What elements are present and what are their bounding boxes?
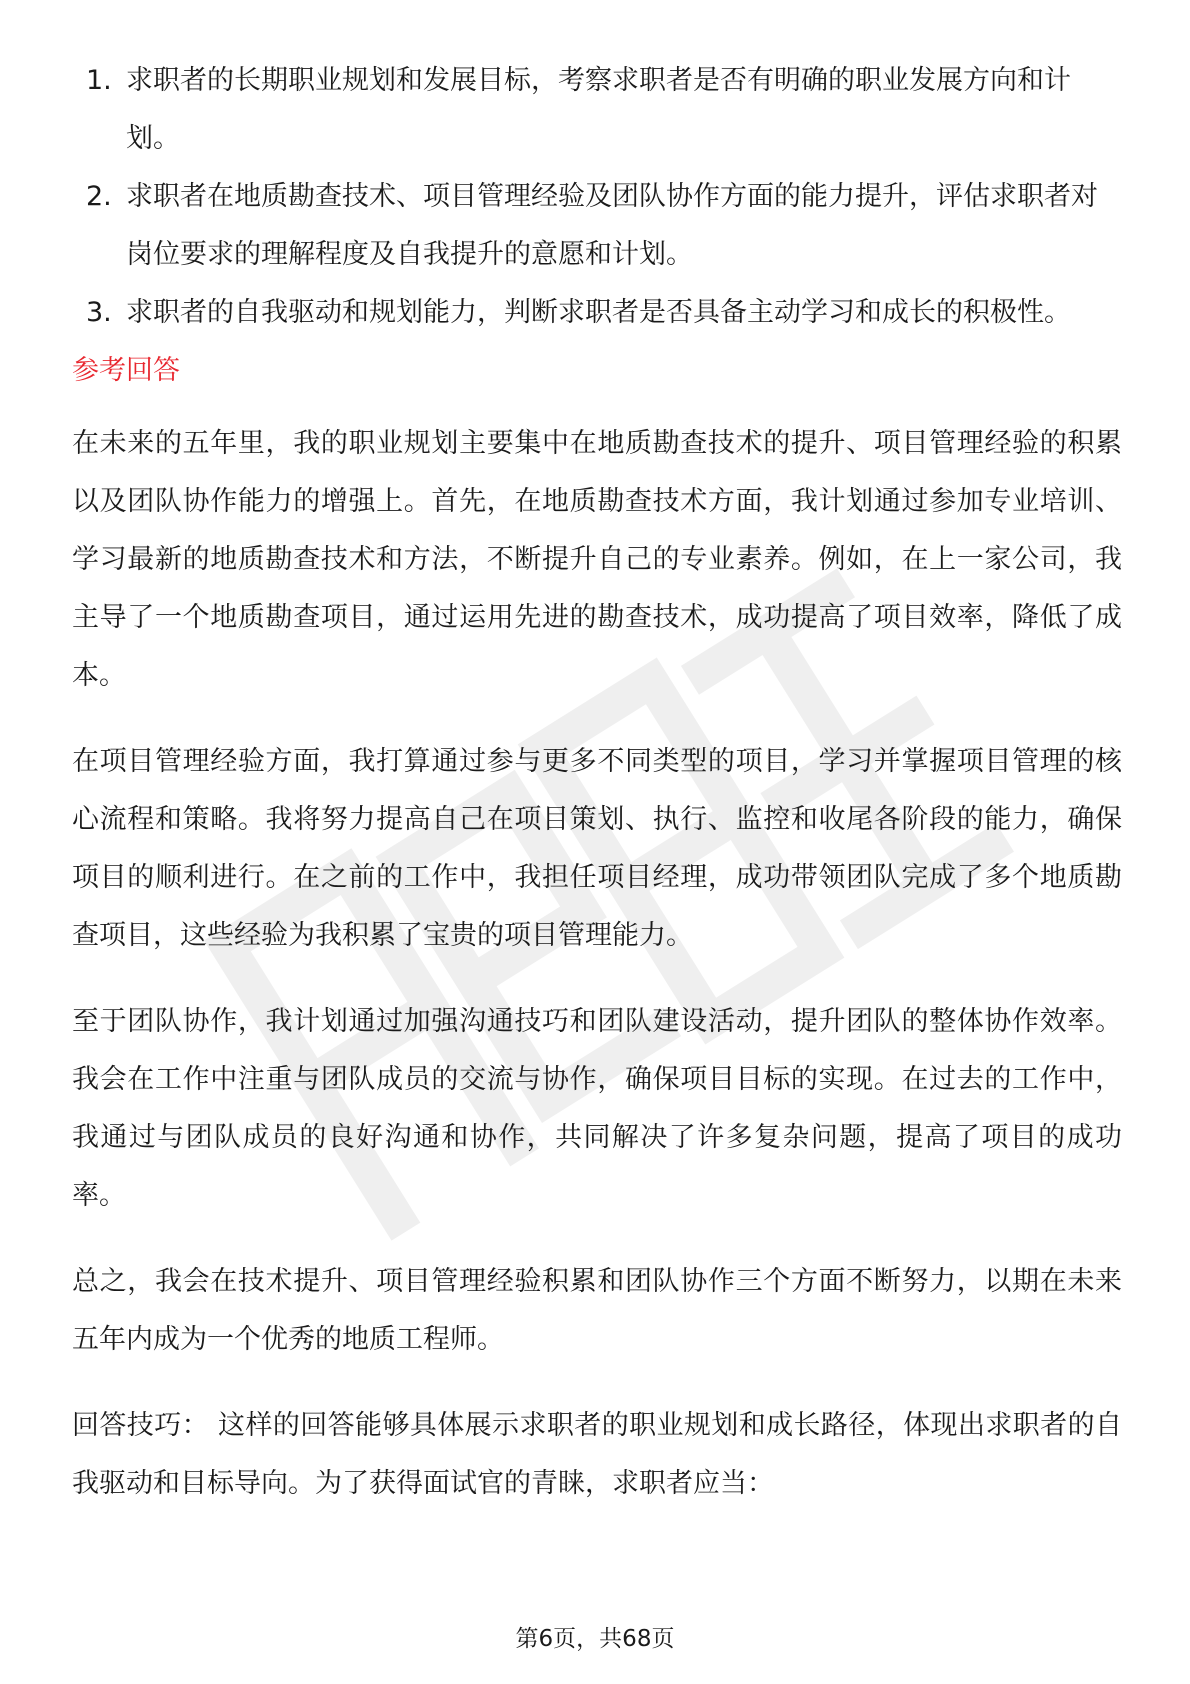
answer-paragraph: 至于团队协作，我计划通过加强沟通技巧和团队建设活动，提升团队的整体协作效率。我会在工作中注重与团队成员的交流与协作，确保项目目标的实现。在过去的工作中，我通过与团队成员的良好沟通和协作，共同解决了许多复杂问题，提高了项目的成功率。 <box>72 1006 1122 1211</box>
answer-paragraph: 在未来的五年里，我的职业规划主要集中在地质勘查技术的提升、项目管理经验的积累以及团队协作能力的增强上。首先，在地质勘查技术方面，我计划通过参加专业培训、学习最新的地质勘查技术和方法，不断提升自己的专业素养。例如，在上一家公司，我主导了一个地质勘查项目，通过运用先进的勘查技术，成功提高了项目效率，降低了成本。 <box>72 428 1122 691</box>
list-item <box>72 52 1122 168</box>
list-item-number: 1. <box>86 65 112 96</box>
list-item <box>72 284 1122 342</box>
evaluation-points-list <box>72 52 1122 342</box>
answer-paragraph: 总之，我会在技术提升、项目管理经验积累和团队协作三个方面不断努力，以期在未来五年内成为一个优秀的地质工程师。 <box>72 1266 1122 1355</box>
list-item-number: 3. <box>86 297 112 328</box>
answer-paragraph: 在项目管理经验方面，我打算通过参与更多不同类型的项目，学习并掌握项目管理的核心流程和策略。我将努力提高自己在项目策划、执行、监控和收尾各阶段的能力，确保项目的顺利进行。在之前的工作中，我担任项目经理，成功带领团队完成了多个地质勘查项目，这些经验为我积累了宝贵的项目管理能力。 <box>72 746 1122 951</box>
list-item-text: 求职者在地质勘查技术、项目管理经验及团队协作方面的能力提升，评估求职者对岗位要求的理解程度及自我提升的意愿和计划。 <box>126 181 1098 270</box>
page-number: 第6页，共68页 <box>515 1626 675 1652</box>
reference-answer-heading: 参考回答 <box>72 355 180 386</box>
list-item-number: 2. <box>86 181 112 212</box>
list-item-text: 求职者的自我驱动和规划能力，判断求职者是否具备主动学习和成长的积极性。 <box>126 297 1071 328</box>
list-item-text: 求职者的长期职业规划和发展目标，考察求职者是否有明确的职业发展方向和计划。 <box>126 65 1071 154</box>
document-body <box>72 52 1122 1541</box>
list-item <box>72 168 1122 284</box>
answer-tips-paragraph: 回答技巧： 这样的回答能够具体展示求职者的职业规划和成长路径，体现出求职者的自我驱动和目标导向。为了获得面试官的青睐，求职者应当： <box>72 1410 1122 1499</box>
